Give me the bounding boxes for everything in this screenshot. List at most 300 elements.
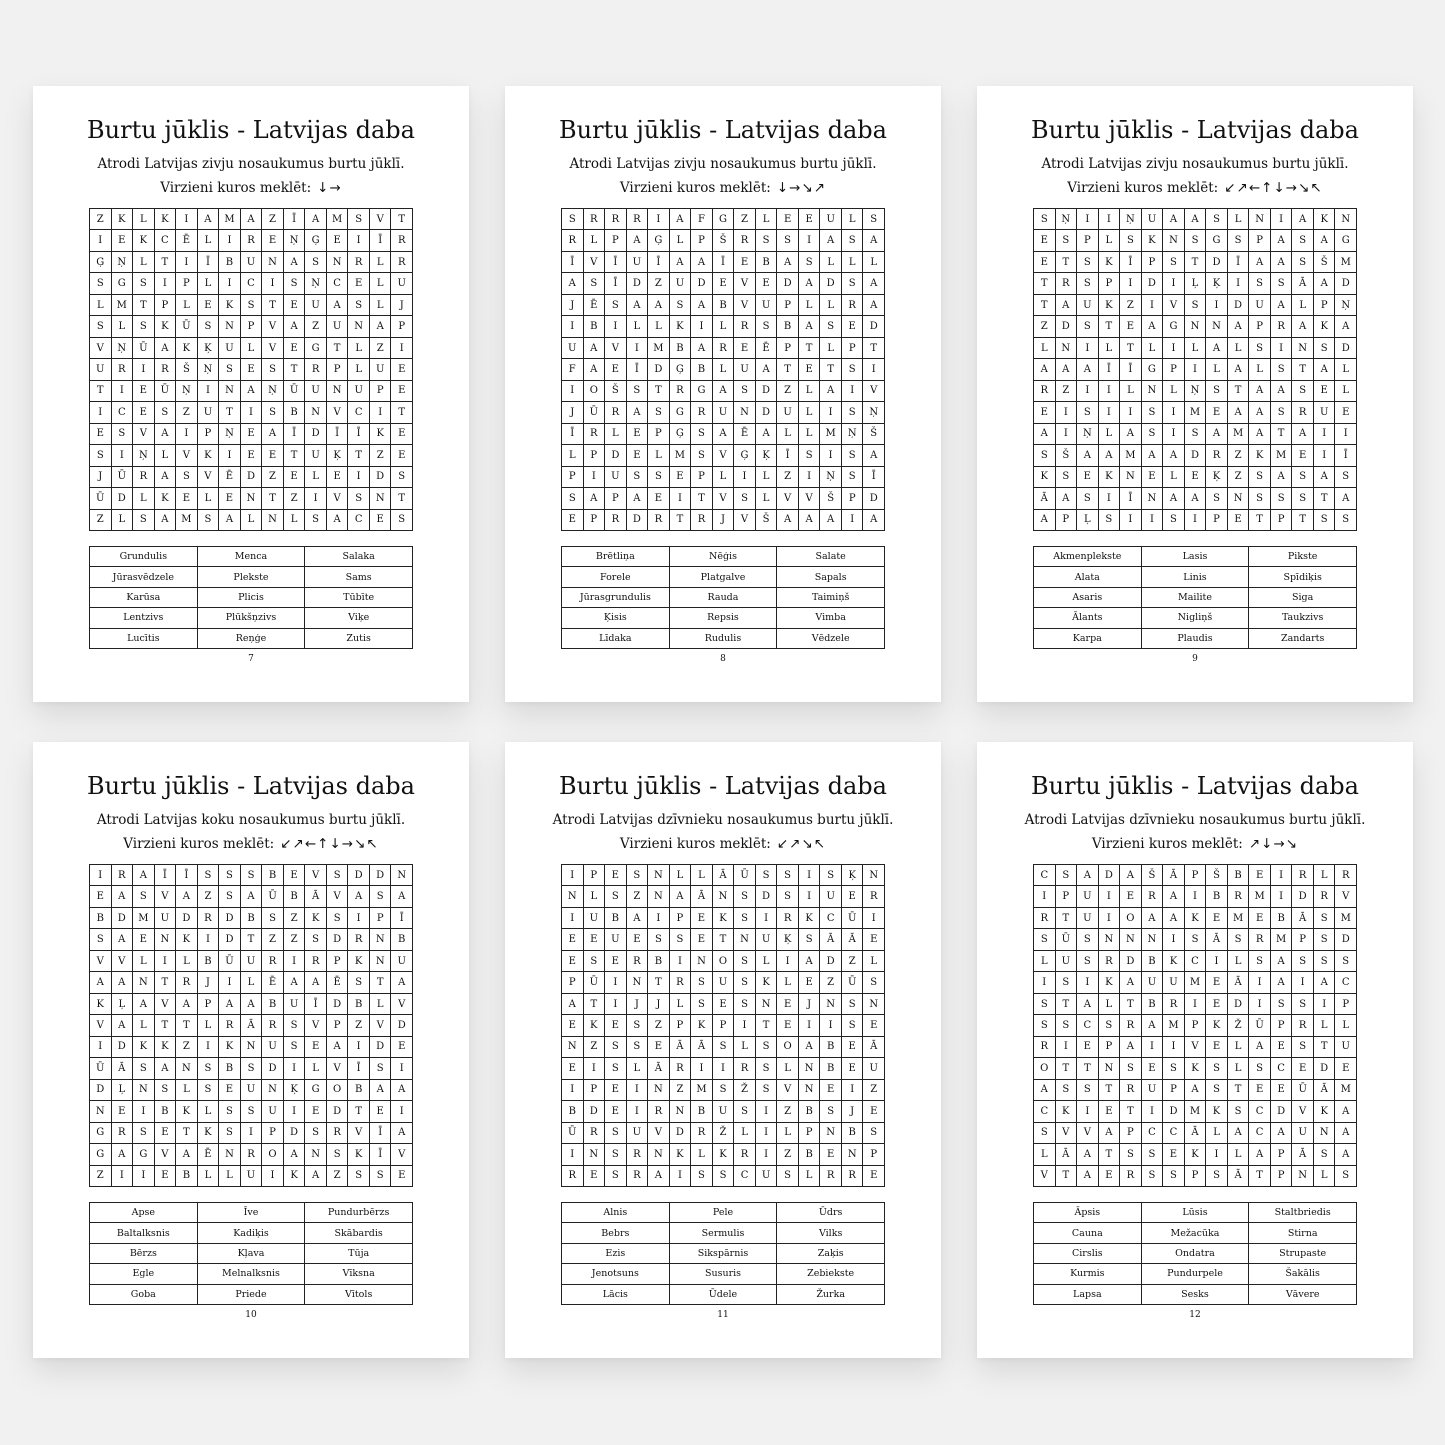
grid-cell: A (584, 359, 606, 380)
grid-cell: S (756, 316, 778, 337)
grid-cell: U (305, 295, 327, 316)
grid-cell: D (627, 273, 649, 294)
grid-cell: R (1099, 951, 1121, 972)
puzzle-page (33, 742, 469, 1358)
word-item: Viķe (305, 608, 413, 628)
word-item: Jenotsuns (562, 1264, 670, 1284)
grid-cell: L (370, 295, 392, 316)
grid-cell: Ļ (112, 1080, 134, 1101)
grid-cell: K (155, 316, 177, 337)
grid-cell: S (133, 1123, 155, 1144)
grid-cell: E (820, 1080, 842, 1101)
grid-cell: L (713, 359, 735, 380)
grid-cell: U (713, 402, 735, 423)
grid-cell: Ā (1185, 1123, 1207, 1144)
grid-cell: I (670, 951, 692, 972)
grid-cell: P (562, 467, 584, 488)
grid-cell: A (1314, 972, 1336, 993)
grid-cell: P (327, 951, 349, 972)
grid-cell: Š (1206, 865, 1228, 886)
grid-cell: N (756, 994, 778, 1015)
grid-cell: Ī (605, 252, 627, 273)
grid-cell: M (112, 295, 134, 316)
word-item: Jūrasvēdzele (90, 567, 198, 587)
grid-cell: U (1077, 908, 1099, 929)
grid-cell: T (1099, 316, 1121, 337)
grid-cell: Ņ (284, 230, 306, 251)
grid-cell: E (370, 510, 392, 531)
grid-cell: S (391, 467, 413, 488)
grid-cell: Ē (176, 230, 198, 251)
grid-cell: Ū (284, 381, 306, 402)
grid-cell: L (627, 1058, 649, 1079)
grid-cell: A (1314, 273, 1336, 294)
grid-cell: Ū (112, 467, 134, 488)
grid-cell: S (691, 1166, 713, 1187)
grid-cell: K (1163, 951, 1185, 972)
grid-cell: A (562, 273, 584, 294)
grid-cell: R (241, 1144, 263, 1165)
grid-cell: L (370, 994, 392, 1015)
grid-cell: Z (348, 1015, 370, 1036)
grid-cell: O (327, 1080, 349, 1101)
grid-cell: R (1292, 1015, 1314, 1036)
grid-cell: S (1034, 994, 1056, 1015)
grid-cell: Ī (1099, 359, 1121, 380)
grid-cell: T (155, 972, 177, 993)
grid-cell: Ā (305, 886, 327, 907)
grid-cell: N (1292, 338, 1314, 359)
grid-cell: S (284, 1015, 306, 1036)
grid-cell: N (305, 402, 327, 423)
word-item: Linis (1142, 567, 1250, 587)
grid-cell: A (1271, 252, 1293, 273)
grid-cell: N (1142, 929, 1164, 950)
grid-cell: I (1077, 972, 1099, 993)
grid-cell: I (713, 1058, 735, 1079)
grid-cell: S (348, 972, 370, 993)
grid-cell: K (1185, 908, 1207, 929)
grid-cell: A (670, 209, 692, 230)
grid-cell: L (670, 230, 692, 251)
grid-cell: Ū (1056, 929, 1078, 950)
grid-cell: Ģ (90, 252, 112, 273)
grid-cell: Ā (241, 1015, 263, 1036)
grid-cell: L (370, 252, 392, 273)
grid-cell: S (734, 994, 756, 1015)
grid-cell: L (691, 1144, 713, 1165)
grid-cell: S (327, 908, 349, 929)
grid-cell: S (1077, 316, 1099, 337)
grid-cell: I (219, 230, 241, 251)
grid-cell: Z (584, 1037, 606, 1058)
grid-cell: I (1120, 510, 1142, 531)
grid-cell: R (627, 209, 649, 230)
grid-cell: S (670, 929, 692, 950)
grid-cell: S (777, 886, 799, 907)
grid-cell: O (1120, 908, 1142, 929)
grid-cell: A (1206, 424, 1228, 445)
grid-cell: E (756, 273, 778, 294)
grid-cell: U (1142, 972, 1164, 993)
grid-cell: T (648, 972, 670, 993)
grid-cell: L (713, 467, 735, 488)
grid-cell: A (241, 994, 263, 1015)
grid-cell: P (584, 865, 606, 886)
grid-cell: V (90, 951, 112, 972)
grid-cell: U (241, 951, 263, 972)
grid-cell: M (1335, 252, 1357, 273)
grid-cell: Š (1142, 865, 1164, 886)
grid-cell: Ū (584, 972, 606, 993)
grid-cell: N (713, 886, 735, 907)
grid-cell: S (1077, 951, 1099, 972)
grid-cell: P (1142, 252, 1164, 273)
grid-cell: A (1120, 1037, 1142, 1058)
word-item: Nigliņš (1142, 608, 1250, 628)
grid-cell: T (176, 1015, 198, 1036)
grid-cell: Ā (1292, 273, 1314, 294)
directions-label: Virzieni kuros meklēt: (619, 180, 771, 196)
grid-cell: Ņ (1056, 209, 1078, 230)
word-item: Brētliņa (562, 547, 670, 567)
grid-cell: A (562, 994, 584, 1015)
grid-cell: S (1249, 951, 1271, 972)
grid-cell: B (820, 1037, 842, 1058)
grid-cell: S (777, 865, 799, 886)
grid-cell: I (1163, 273, 1185, 294)
grid-cell: S (1120, 1144, 1142, 1165)
page-subtitle: Atrodi Latvijas zivju nosaukumus burtu jūklī. (1041, 156, 1349, 172)
grid-cell: C (1335, 972, 1357, 993)
grid-cell: S (648, 929, 670, 950)
grid-cell: A (1292, 424, 1314, 445)
grid-cell: Ū (176, 316, 198, 337)
grid-cell: K (1185, 1144, 1207, 1165)
grid-cell: I (562, 1144, 584, 1165)
grid-cell: E (605, 1080, 627, 1101)
grid-cell: Ā (1228, 1166, 1250, 1187)
grid-cell: V (713, 488, 735, 509)
grid-cell: U (262, 1101, 284, 1122)
grid-cell: Ķ (284, 1080, 306, 1101)
grid-cell: V (370, 1015, 392, 1036)
grid-cell: Ņ (112, 338, 134, 359)
grid-cell: I (155, 273, 177, 294)
grid-cell: N (734, 929, 756, 950)
grid-cell: V (327, 488, 349, 509)
grid-cell: A (327, 510, 349, 531)
grid-cell: J (562, 295, 584, 316)
grid-cell: S (1206, 381, 1228, 402)
grid-cell: L (1163, 381, 1185, 402)
grid-cell: A (777, 252, 799, 273)
grid-cell: R (648, 1101, 670, 1122)
grid-cell: N (1206, 316, 1228, 337)
grid-cell: R (691, 1123, 713, 1144)
grid-cell: A (1120, 424, 1142, 445)
grid-cell: I (863, 908, 885, 929)
grid-cell: N (1142, 381, 1164, 402)
grid-cell: S (605, 1123, 627, 1144)
grid-cell: I (241, 1123, 263, 1144)
grid-cell: I (820, 402, 842, 423)
grid-cell: L (1099, 994, 1121, 1015)
grid-cell: N (799, 1080, 821, 1101)
grid-cell: K (155, 209, 177, 230)
grid-cell: Ņ (863, 402, 885, 423)
grid-cell: S (605, 295, 627, 316)
grid-cell: Z (777, 1101, 799, 1122)
page-title: Burtu jūklis - Latvijas daba (1031, 772, 1359, 800)
grid-cell: N (241, 1037, 263, 1058)
grid-cell: N (820, 994, 842, 1015)
grid-cell: I (1206, 951, 1228, 972)
grid-cell: C (1142, 1123, 1164, 1144)
grid-cell: N (1120, 467, 1142, 488)
grid-cell: C (348, 510, 370, 531)
grid-cell: E (799, 359, 821, 380)
grid-cell: N (1099, 1058, 1121, 1079)
grid-cell: B (777, 316, 799, 337)
word-item: Plekste (198, 567, 306, 587)
word-item: Ūdrs (777, 1203, 885, 1223)
grid-cell: T (1228, 381, 1250, 402)
page-subtitle: Atrodi Latvijas koku nosaukumus burtu jūklī. (96, 812, 406, 828)
grid-cell: Ī (198, 252, 220, 273)
grid-cell: U (1056, 951, 1078, 972)
grid-cell: U (1335, 1037, 1357, 1058)
grid-cell: R (734, 1058, 756, 1079)
grid-cell: V (155, 886, 177, 907)
grid-cell: I (219, 445, 241, 466)
grid-cell: A (1099, 445, 1121, 466)
grid-cell: S (219, 359, 241, 380)
grid-cell: L (756, 209, 778, 230)
grid-cell: N (219, 381, 241, 402)
grid-cell: Ī (348, 1058, 370, 1079)
grid-cell: A (1271, 1123, 1293, 1144)
grid-cell: P (1271, 510, 1293, 531)
grid-cell: S (1077, 402, 1099, 423)
grid-cell: E (90, 886, 112, 907)
grid-cell: T (1056, 252, 1078, 273)
grid-cell: M (1271, 929, 1293, 950)
grid-cell: V (584, 252, 606, 273)
grid-cell: T (155, 252, 177, 273)
grid-cell: A (1314, 359, 1336, 380)
grid-cell: K (1249, 445, 1271, 466)
grid-cell: P (1120, 1123, 1142, 1144)
grid-cell: P (1163, 1080, 1185, 1101)
grid-cell: D (605, 445, 627, 466)
grid-cell: R (1271, 316, 1293, 337)
grid-cell: K (670, 1144, 692, 1165)
grid-cell: R (112, 359, 134, 380)
grid-cell: E (1249, 865, 1271, 886)
grid-cell: A (1335, 1144, 1357, 1165)
grid-cell: Z (863, 1080, 885, 1101)
grid-cell: Ā (863, 1037, 885, 1058)
word-item: Āpsis (1034, 1203, 1142, 1223)
grid-cell: S (799, 929, 821, 950)
grid-cell: S (1120, 1058, 1142, 1079)
grid-cell: S (1056, 865, 1078, 886)
word-item: Asaris (1034, 588, 1142, 608)
page-title: Burtu jūklis - Latvijas daba (559, 116, 887, 144)
word-item: Stirna (1249, 1223, 1357, 1243)
grid-cell: A (284, 316, 306, 337)
grid-cell: Ū (842, 972, 864, 993)
grid-cell: S (133, 273, 155, 294)
grid-cell: A (1271, 230, 1293, 251)
grid-cell: L (133, 209, 155, 230)
grid-cell: D (1099, 865, 1121, 886)
grid-cell: L (691, 865, 713, 886)
grid-cell: S (713, 1166, 735, 1187)
grid-cell: S (1056, 1080, 1078, 1101)
grid-cell: N (734, 402, 756, 423)
grid-cell: E (1185, 467, 1207, 488)
grid-cell: L (198, 488, 220, 509)
grid-cell: E (562, 929, 584, 950)
grid-cell: S (627, 1037, 649, 1058)
grid-cell: L (1185, 338, 1207, 359)
grid-cell: A (1120, 972, 1142, 993)
grid-cell: U (1077, 886, 1099, 907)
grid-cell: S (820, 316, 842, 337)
grid-cell: L (1034, 1144, 1056, 1165)
grid-cell: G (713, 209, 735, 230)
grid-cell: S (842, 402, 864, 423)
word-list (89, 1202, 413, 1305)
grid-cell: I (90, 865, 112, 886)
grid-cell: V (112, 951, 134, 972)
grid-cell: A (176, 1144, 198, 1165)
directions-line (977, 180, 1413, 196)
grid-cell: R (584, 1123, 606, 1144)
grid-cell: D (1185, 445, 1207, 466)
grid-cell: S (1142, 1144, 1164, 1165)
grid-cell: B (1142, 994, 1164, 1015)
grid-cell: A (327, 1037, 349, 1058)
grid-cell: Ā (112, 1058, 134, 1079)
grid-cell: T (691, 488, 713, 509)
grid-cell: I (1142, 1101, 1164, 1122)
grid-cell: I (1163, 402, 1185, 423)
grid-cell: L (670, 865, 692, 886)
grid-cell: A (391, 1123, 413, 1144)
directions-label: Virzieni kuros meklēt: (1067, 180, 1219, 196)
grid-cell: E (391, 359, 413, 380)
grid-cell: K (1142, 230, 1164, 251)
grid-cell: N (262, 252, 284, 273)
grid-cell: Z (284, 929, 306, 950)
word-item: Lucītis (90, 629, 198, 649)
grid-cell: N (133, 972, 155, 993)
grid-cell: L (1335, 1015, 1357, 1036)
word-item: Vilks (777, 1223, 885, 1243)
grid-cell: A (1185, 209, 1207, 230)
grid-cell: L (562, 445, 584, 466)
grid-cell: D (327, 1101, 349, 1122)
grid-cell: E (863, 929, 885, 950)
grid-cell: S (842, 359, 864, 380)
grid-cell: Ī (348, 424, 370, 445)
word-item: Taukzivs (1249, 608, 1357, 628)
grid-cell: S (1185, 929, 1207, 950)
grid-cell: S (562, 488, 584, 509)
grid-cell: S (1206, 488, 1228, 509)
grid-cell: A (691, 338, 713, 359)
grid-cell: R (1034, 908, 1056, 929)
grid-cell: T (584, 994, 606, 1015)
grid-cell: Ī (391, 908, 413, 929)
grid-cell: I (1249, 994, 1271, 1015)
grid-cell: E (627, 445, 649, 466)
grid-cell: K (155, 1037, 177, 1058)
grid-cell: U (756, 929, 778, 950)
grid-cell: S (1249, 467, 1271, 488)
grid-cell: I (198, 1037, 220, 1058)
grid-cell: U (305, 445, 327, 466)
grid-cell: S (1206, 1058, 1228, 1079)
grid-cell: L (198, 230, 220, 251)
grid-cell: Z (777, 381, 799, 402)
grid-cell: L (799, 1166, 821, 1187)
grid-cell: U (155, 908, 177, 929)
grid-cell: Ī (605, 273, 627, 294)
grid-cell: R (1120, 1015, 1142, 1036)
grid-cell: S (734, 886, 756, 907)
grid-cell: L (1163, 467, 1185, 488)
grid-cell: A (1249, 402, 1271, 423)
grid-cell: Ķ (756, 445, 778, 466)
grid-cell: I (284, 951, 306, 972)
puzzle-page (33, 86, 469, 702)
grid-cell: I (1034, 886, 1056, 907)
grid-cell: E (1271, 1037, 1293, 1058)
word-item: Plicis (198, 588, 306, 608)
grid-cell: J (562, 402, 584, 423)
grid-cell: A (863, 230, 885, 251)
grid-cell: L (777, 424, 799, 445)
grid-cell: R (262, 951, 284, 972)
grid-cell: Ā (1292, 908, 1314, 929)
grid-cell: R (1034, 381, 1056, 402)
grid-cell: S (734, 488, 756, 509)
grid-cell: A (112, 972, 134, 993)
grid-cell: D (1314, 1058, 1336, 1079)
grid-cell: A (198, 209, 220, 230)
grid-cell: I (391, 1101, 413, 1122)
grid-cell: T (370, 972, 392, 993)
grid-cell: D (1292, 886, 1314, 907)
word-item: Plaudis (1142, 629, 1250, 649)
grid-cell: Ū (842, 908, 864, 929)
grid-cell: P (777, 338, 799, 359)
grid-cell: U (305, 381, 327, 402)
grid-cell: E (112, 1101, 134, 1122)
grid-cell: N (648, 886, 670, 907)
grid-cell: Z (90, 209, 112, 230)
grid-cell: S (691, 994, 713, 1015)
grid-cell: T (348, 445, 370, 466)
grid-cell: N (691, 951, 713, 972)
grid-cell: S (584, 273, 606, 294)
grid-cell: S (176, 467, 198, 488)
grid-cell: Ņ (820, 467, 842, 488)
